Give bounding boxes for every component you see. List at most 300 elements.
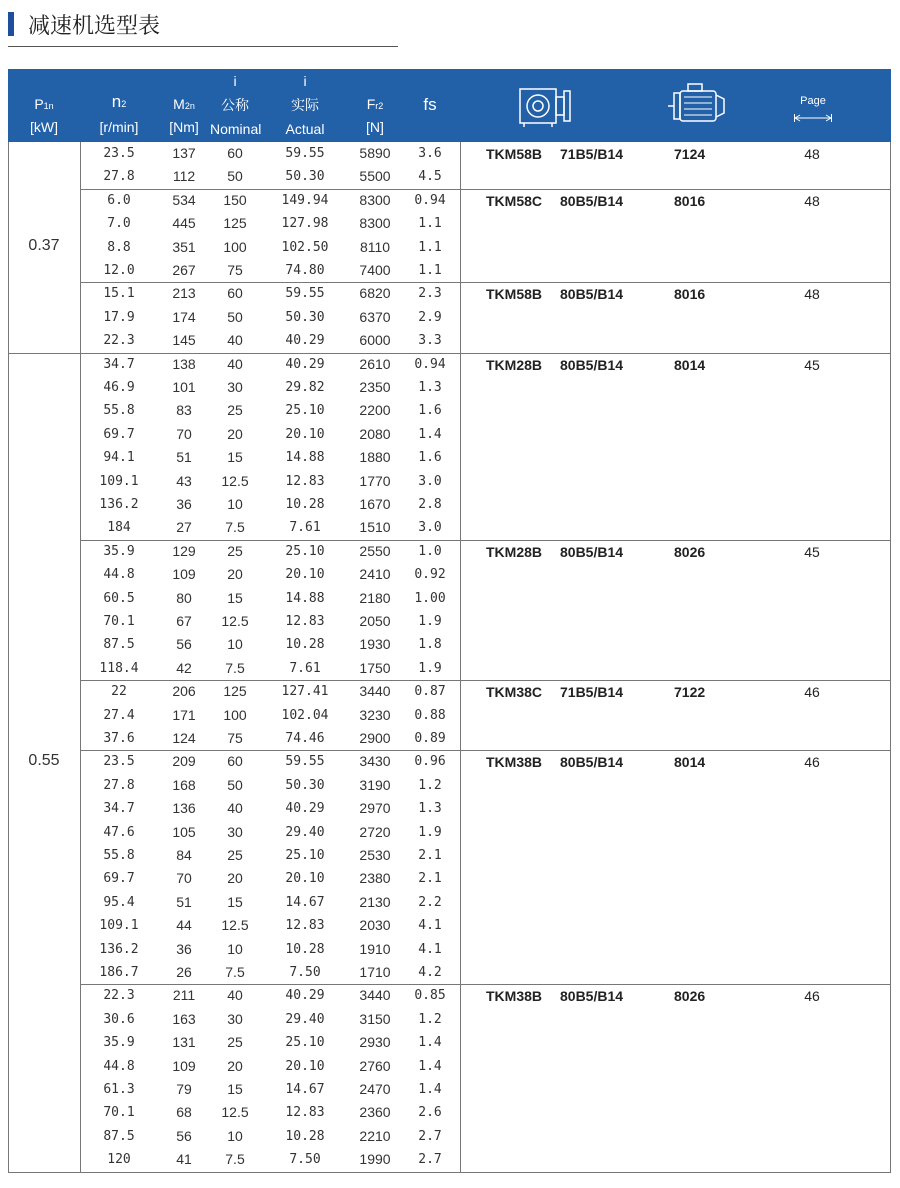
table-cell: 44.8 bbox=[103, 1058, 135, 1074]
table-cell: 69.7 bbox=[103, 426, 135, 442]
table-cell: 87.5 bbox=[103, 637, 135, 653]
table-cell: 174 bbox=[172, 308, 196, 325]
table-cell: 34.7 bbox=[103, 356, 135, 372]
table-cell: 75 bbox=[227, 730, 243, 746]
gearbox-model: TKM58C bbox=[486, 192, 543, 209]
table-cell: 1750 bbox=[359, 659, 391, 676]
table-cell: 27.4 bbox=[103, 707, 135, 723]
table-cell: 131 bbox=[172, 1034, 196, 1051]
table-cell: 2.8 bbox=[418, 497, 442, 512]
table-cell: 35.9 bbox=[103, 543, 135, 559]
table-cell: 20.10 bbox=[285, 426, 325, 442]
table-cell: 3150 bbox=[359, 1010, 391, 1027]
table-cell: 84 bbox=[176, 847, 192, 863]
table-cell: 17.9 bbox=[103, 309, 135, 325]
table-cell: 40.29 bbox=[285, 801, 325, 817]
table-cell: 12.83 bbox=[285, 473, 325, 489]
table-cell: 7.61 bbox=[289, 660, 321, 676]
table-cell: 22.3 bbox=[103, 333, 135, 349]
title-accent-bar bbox=[8, 12, 14, 36]
table-cell: 61.3 bbox=[103, 1082, 135, 1097]
table-cell: 50 bbox=[227, 308, 243, 325]
page-number: 48 bbox=[804, 286, 820, 303]
table-cell: 75 bbox=[227, 262, 243, 278]
worm-gearbox-icon bbox=[516, 83, 576, 129]
table-cell: 12.5 bbox=[221, 613, 249, 629]
table-cell: 10.28 bbox=[285, 497, 325, 512]
gearbox-model: TKM38B bbox=[486, 988, 543, 1005]
page-arrow-icon bbox=[794, 109, 832, 117]
table-cell: 2470 bbox=[359, 1081, 391, 1097]
table-cell: 36 bbox=[176, 496, 192, 512]
table-cell: 1.6 bbox=[418, 450, 442, 466]
table-cell: 15 bbox=[227, 449, 243, 466]
table-cell: 29.40 bbox=[285, 824, 325, 840]
table-cell: 12.5 bbox=[221, 472, 249, 489]
table-cell: 0.88 bbox=[414, 707, 446, 723]
table-cell: 51 bbox=[176, 449, 192, 466]
table-cell: 1.1 bbox=[418, 239, 442, 255]
table-cell: 94.1 bbox=[103, 450, 135, 466]
table-cell: 70 bbox=[176, 425, 192, 442]
table-cell: 2530 bbox=[359, 847, 391, 863]
table-cell: 12.83 bbox=[285, 1105, 325, 1121]
table-cell: 95.4 bbox=[103, 894, 135, 910]
table-cell: 150 bbox=[223, 191, 247, 208]
table-cell: 7400 bbox=[359, 262, 391, 278]
table-cell: 10 bbox=[227, 940, 243, 957]
table-cell: 40 bbox=[227, 800, 243, 817]
table-cell: 124 bbox=[172, 730, 196, 746]
table-cell: 2180 bbox=[359, 589, 391, 606]
header-p1n: P1n [kW] bbox=[30, 96, 58, 135]
table-cell: 2350 bbox=[359, 379, 391, 395]
table-cell: 3.6 bbox=[418, 146, 442, 161]
table-cell: 129 bbox=[172, 542, 196, 559]
table-cell: 27.8 bbox=[103, 777, 135, 793]
power-value: 0.37 bbox=[28, 237, 60, 255]
motor-code: 8016 bbox=[674, 192, 706, 209]
table-cell: 136.2 bbox=[99, 497, 139, 512]
table-cell: 112 bbox=[172, 168, 196, 185]
table-cell: 12.83 bbox=[285, 614, 325, 629]
table-cell: 50 bbox=[227, 776, 243, 793]
table-cell: 10 bbox=[227, 636, 243, 653]
table-cell: 2610 bbox=[359, 355, 391, 372]
table-cell: 7.5 bbox=[225, 519, 245, 536]
table-cell: 1.4 bbox=[418, 1082, 442, 1097]
table-cell: 1670 bbox=[359, 496, 391, 512]
table-cell: 2080 bbox=[359, 425, 391, 442]
table-cell: 25 bbox=[227, 542, 243, 559]
table-cell: 70 bbox=[176, 870, 192, 887]
table-cell: 102.04 bbox=[281, 707, 329, 723]
table-cell: 101 bbox=[172, 379, 196, 395]
table-cell: 25 bbox=[227, 402, 243, 419]
table-cell: 20 bbox=[227, 566, 243, 583]
table-cell: 14.67 bbox=[285, 1082, 325, 1097]
header-i-actual: i 实际 Actual bbox=[285, 73, 325, 137]
table-cell: 168 bbox=[172, 776, 196, 793]
power-value: 0.55 bbox=[28, 752, 60, 770]
table-cell: 25.10 bbox=[285, 848, 325, 863]
table-cell: 30 bbox=[227, 823, 243, 840]
table-cell: 3190 bbox=[359, 776, 391, 793]
table-cell: 40 bbox=[227, 332, 243, 349]
motor-icon bbox=[668, 81, 732, 127]
flange-type: 80B5/B14 bbox=[560, 192, 624, 209]
table-cell: 44 bbox=[176, 917, 192, 934]
table-cell: 10.28 bbox=[285, 941, 325, 957]
table-cell: 3.0 bbox=[418, 520, 442, 536]
table-cell: 59.55 bbox=[285, 146, 325, 161]
table-cell: 118.4 bbox=[99, 660, 139, 676]
table-cell: 56 bbox=[176, 636, 192, 653]
table-cell: 8300 bbox=[359, 191, 391, 208]
table-cell: 1.9 bbox=[418, 660, 442, 676]
table-cell: 2900 bbox=[359, 730, 391, 746]
table-cell: 1.1 bbox=[418, 216, 442, 232]
table-cell: 3430 bbox=[359, 753, 391, 770]
motor-code: 7124 bbox=[674, 146, 706, 162]
table-cell: 1.9 bbox=[418, 614, 442, 629]
table-cell: 4.1 bbox=[418, 918, 442, 934]
motor-code: 8014 bbox=[674, 356, 706, 373]
table-cell: 37.6 bbox=[103, 731, 135, 746]
table-cell: 4.5 bbox=[418, 169, 442, 185]
table-cell: 40.29 bbox=[285, 988, 325, 1004]
table-cell: 40.29 bbox=[285, 333, 325, 349]
header-m2n: M2n [Nm] bbox=[169, 96, 199, 135]
table-cell: 83 bbox=[176, 402, 192, 419]
table-cell: 149.94 bbox=[281, 192, 329, 208]
table-cell: 136 bbox=[172, 800, 196, 817]
table-cell: 44.8 bbox=[103, 567, 135, 583]
table-cell: 1.2 bbox=[418, 777, 442, 793]
table-cell: 60 bbox=[227, 753, 243, 770]
page-number: 48 bbox=[804, 146, 820, 162]
table-cell: 34.7 bbox=[103, 801, 135, 817]
table-cell: 55.8 bbox=[103, 403, 135, 419]
table-cell: 70.1 bbox=[103, 1105, 135, 1121]
table-cell: 10 bbox=[227, 1127, 243, 1144]
table-cell: 1.6 bbox=[418, 403, 442, 419]
table-cell: 1.4 bbox=[418, 1035, 442, 1051]
table-cell: 2550 bbox=[359, 542, 391, 559]
table-cell: 27 bbox=[176, 519, 192, 536]
table-cell: 43 bbox=[176, 472, 192, 489]
table-cell: 2.2 bbox=[418, 894, 442, 910]
table-cell: 27.8 bbox=[103, 169, 135, 185]
table-cell: 12.0 bbox=[103, 263, 135, 278]
table-cell: 102.50 bbox=[281, 239, 329, 255]
table-cell: 1.4 bbox=[418, 426, 442, 442]
motor-code: 7122 bbox=[674, 684, 706, 701]
table-cell: 30 bbox=[227, 1010, 243, 1027]
table-cell: 267 bbox=[172, 262, 196, 278]
title-underline bbox=[8, 46, 398, 47]
table-cell: 40 bbox=[227, 355, 243, 372]
table-cell: 209 bbox=[172, 753, 196, 770]
table-cell: 184 bbox=[107, 520, 131, 536]
table-cell: 20.10 bbox=[285, 1058, 325, 1074]
table-cell: 15 bbox=[227, 589, 243, 606]
table-cell: 50.30 bbox=[285, 309, 325, 325]
table-bottom-border bbox=[8, 1172, 891, 1173]
table-cell: 7.5 bbox=[225, 659, 245, 676]
table-cell: 23.5 bbox=[103, 146, 135, 161]
table-cell: 100 bbox=[223, 238, 247, 255]
flange-type: 71B5/B14 bbox=[560, 146, 624, 162]
motor-code: 8014 bbox=[674, 754, 706, 771]
table-cell: 50 bbox=[227, 168, 243, 185]
motor-code: 8026 bbox=[674, 543, 706, 560]
table-cell: 2.1 bbox=[418, 848, 442, 863]
table-cell: 109.1 bbox=[99, 473, 139, 489]
table-cell: 40 bbox=[227, 987, 243, 1004]
table-cell: 145 bbox=[172, 332, 196, 349]
flange-type: 80B5/B14 bbox=[560, 754, 624, 771]
flange-type: 80B5/B14 bbox=[560, 543, 624, 560]
table-cell: 0.94 bbox=[414, 192, 446, 208]
table-cell: 7.0 bbox=[107, 216, 131, 232]
table-cell: 2050 bbox=[359, 613, 391, 629]
table-cell: 12.83 bbox=[285, 918, 325, 934]
table-cell: 206 bbox=[172, 683, 196, 700]
table-cell: 7.5 bbox=[225, 1151, 245, 1168]
table-cell: 50.30 bbox=[285, 777, 325, 793]
gearbox-model: TKM28B bbox=[486, 356, 543, 373]
gearbox-model: TKM38B bbox=[486, 754, 543, 771]
table-cell: 6370 bbox=[359, 308, 391, 325]
table-header bbox=[8, 69, 891, 142]
table-cell: 109 bbox=[172, 1057, 196, 1074]
table-cell: 25 bbox=[227, 847, 243, 863]
selection-table bbox=[8, 142, 891, 1172]
table-cell: 1.4 bbox=[418, 1058, 442, 1074]
table-cell: 4.2 bbox=[418, 965, 442, 980]
table-cell: 1770 bbox=[359, 472, 391, 489]
table-cell: 10.28 bbox=[285, 1128, 325, 1144]
table-cell: 46.9 bbox=[103, 380, 135, 395]
page-number: 46 bbox=[804, 988, 820, 1005]
table-cell: 120 bbox=[107, 1152, 131, 1168]
table-cell: 2760 bbox=[359, 1057, 391, 1074]
table-cell: 0.92 bbox=[414, 567, 446, 583]
table-cell: 136.2 bbox=[99, 941, 139, 957]
header-i-nominal: i 公称 Nominal bbox=[210, 73, 262, 137]
table-cell: 2.7 bbox=[418, 1152, 442, 1168]
table-cell: 7.61 bbox=[289, 520, 321, 536]
table-cell: 15 bbox=[227, 1081, 243, 1097]
table-cell: 163 bbox=[172, 1010, 196, 1027]
table-cell: 1880 bbox=[359, 449, 391, 466]
table-cell: 36 bbox=[176, 940, 192, 957]
table-cell: 68 bbox=[176, 1104, 192, 1121]
table-cell: 79 bbox=[176, 1081, 192, 1097]
motor-code: 8016 bbox=[674, 286, 706, 303]
table-cell: 186.7 bbox=[99, 965, 139, 980]
table-cell: 15.1 bbox=[103, 286, 135, 302]
table-cell: 8.8 bbox=[107, 239, 131, 255]
table-cell: 25.10 bbox=[285, 543, 325, 559]
page-title: 减速机选型表 bbox=[28, 13, 161, 38]
table-cell: 42 bbox=[176, 659, 192, 676]
table-cell: 51 bbox=[176, 893, 192, 910]
table-cell: 3.3 bbox=[418, 333, 442, 349]
table-cell: 3230 bbox=[359, 706, 391, 723]
table-cell: 5890 bbox=[359, 145, 391, 161]
header-n2: n2 [r/min] bbox=[99, 92, 139, 135]
table-cell: 137 bbox=[172, 145, 196, 161]
table-cell: 2970 bbox=[359, 800, 391, 817]
page-number: 45 bbox=[804, 543, 820, 560]
table-cell: 171 bbox=[172, 706, 196, 723]
table-cell: 6.0 bbox=[107, 192, 131, 208]
table-cell: 20 bbox=[227, 870, 243, 887]
table-cell: 6000 bbox=[359, 332, 391, 349]
table-cell: 1990 bbox=[359, 1151, 391, 1168]
table-cell: 1.3 bbox=[418, 801, 442, 817]
header-page: Page bbox=[788, 69, 838, 142]
table-cell: 74.80 bbox=[285, 263, 325, 278]
table-cell: 10 bbox=[227, 496, 243, 512]
table-cell: 7.50 bbox=[289, 1152, 321, 1168]
table-cell: 25.10 bbox=[285, 1035, 325, 1051]
table-cell: 125 bbox=[223, 683, 247, 700]
table-cell: 0.87 bbox=[414, 684, 446, 700]
table-cell: 0.85 bbox=[414, 988, 446, 1004]
page-number: 45 bbox=[804, 356, 820, 373]
table-cell: 20.10 bbox=[285, 871, 325, 887]
table-cell: 1.9 bbox=[418, 824, 442, 840]
gearbox-model: TKM28B bbox=[486, 543, 543, 560]
table-cell: 26 bbox=[176, 964, 192, 980]
table-cell: 74.46 bbox=[285, 731, 325, 746]
table-cell: 2130 bbox=[359, 893, 391, 910]
table-cell: 1910 bbox=[359, 940, 391, 957]
table-cell: 80 bbox=[176, 589, 192, 606]
flange-type: 80B5/B14 bbox=[560, 286, 624, 303]
table-cell: 1710 bbox=[359, 964, 391, 980]
table-cell: 60.5 bbox=[103, 590, 135, 606]
table-left-border bbox=[8, 142, 9, 1172]
table-cell: 67 bbox=[176, 613, 192, 629]
table-cell: 41 bbox=[176, 1151, 192, 1168]
table-cell: 211 bbox=[172, 987, 196, 1004]
table-cell: 1.0 bbox=[418, 543, 442, 559]
table-cell: 1.2 bbox=[418, 1011, 442, 1027]
table-cell: 1.1 bbox=[418, 263, 442, 278]
table-cell: 3440 bbox=[359, 987, 391, 1004]
table-cell: 0.96 bbox=[414, 754, 446, 770]
table-cell: 22 bbox=[111, 684, 127, 700]
table-cell: 14.88 bbox=[285, 590, 325, 606]
table-cell: 7.5 bbox=[225, 964, 245, 980]
table-cell: 109 bbox=[172, 566, 196, 583]
table-cell: 127.98 bbox=[281, 216, 329, 232]
power-group-divider bbox=[8, 353, 891, 354]
table-cell: 23.5 bbox=[103, 754, 135, 770]
table-cell: 127.41 bbox=[281, 684, 329, 700]
table-cell: 5500 bbox=[359, 168, 391, 185]
table-cell: 105 bbox=[172, 823, 196, 840]
table-cell: 14.67 bbox=[285, 894, 325, 910]
table-cell: 3440 bbox=[359, 683, 391, 700]
table-cell: 30.6 bbox=[103, 1011, 135, 1027]
table-cell: 87.5 bbox=[103, 1128, 135, 1144]
table-cell: 1.8 bbox=[418, 637, 442, 653]
table-cell: 14.88 bbox=[285, 450, 325, 466]
table-cell: 47.6 bbox=[103, 824, 135, 840]
table-cell: 55.8 bbox=[103, 848, 135, 863]
table-cell: 70.1 bbox=[103, 614, 135, 629]
flange-type: 80B5/B14 bbox=[560, 356, 624, 373]
table-cell: 2720 bbox=[359, 823, 391, 840]
table-cell: 138 bbox=[172, 355, 196, 372]
table-cell: 69.7 bbox=[103, 871, 135, 887]
table-cell: 25 bbox=[227, 1034, 243, 1051]
table-cell: 8110 bbox=[359, 238, 391, 255]
column-divider bbox=[460, 142, 461, 1172]
table-cell: 2.3 bbox=[418, 286, 442, 302]
page-number: 46 bbox=[804, 754, 820, 771]
table-cell: 7.50 bbox=[289, 965, 321, 980]
table-cell: 4.1 bbox=[418, 941, 442, 957]
table-cell: 29.82 bbox=[285, 380, 325, 395]
table-cell: 3.0 bbox=[418, 473, 442, 489]
table-cell: 125 bbox=[223, 215, 247, 232]
table-cell: 213 bbox=[172, 285, 196, 302]
table-cell: 8300 bbox=[359, 215, 391, 232]
header-fr2: Fr2 [N] bbox=[366, 96, 384, 135]
header-fs: fs bbox=[423, 95, 437, 114]
table-cell: 12.5 bbox=[221, 917, 249, 934]
table-cell: 30 bbox=[227, 379, 243, 395]
table-cell: 1510 bbox=[359, 519, 391, 536]
table-cell: 12.5 bbox=[221, 1104, 249, 1121]
table-cell: 0.94 bbox=[414, 356, 446, 372]
table-cell: 22.3 bbox=[103, 988, 135, 1004]
table-cell: 1.3 bbox=[418, 380, 442, 395]
table-cell: 20.10 bbox=[285, 567, 325, 583]
table-cell: 100 bbox=[223, 706, 247, 723]
table-cell: 2.9 bbox=[418, 309, 442, 325]
table-cell: 25.10 bbox=[285, 403, 325, 419]
page-number: 48 bbox=[804, 192, 820, 209]
flange-type: 80B5/B14 bbox=[560, 988, 624, 1005]
table-cell: 29.40 bbox=[285, 1011, 325, 1027]
gearbox-model: TKM58B bbox=[486, 286, 543, 303]
table-cell: 2210 bbox=[359, 1127, 391, 1144]
table-cell: 2030 bbox=[359, 917, 391, 934]
table-cell: 10.28 bbox=[285, 637, 325, 653]
table-cell: 60 bbox=[227, 285, 243, 302]
table-cell: 351 bbox=[172, 238, 196, 255]
table-cell: 50.30 bbox=[285, 169, 325, 185]
table-cell: 59.55 bbox=[285, 286, 325, 302]
table-cell: 2930 bbox=[359, 1034, 391, 1051]
table-cell: 2.1 bbox=[418, 871, 442, 887]
table-cell: 20 bbox=[227, 1057, 243, 1074]
table-cell: 20 bbox=[227, 425, 243, 442]
table-cell: 35.9 bbox=[103, 1035, 135, 1051]
table-cell: 59.55 bbox=[285, 754, 325, 770]
table-cell: 1.00 bbox=[414, 590, 446, 606]
gearbox-model: TKM38C bbox=[486, 684, 543, 701]
table-cell: 2410 bbox=[359, 566, 391, 583]
table-cell: 2.6 bbox=[418, 1105, 442, 1121]
